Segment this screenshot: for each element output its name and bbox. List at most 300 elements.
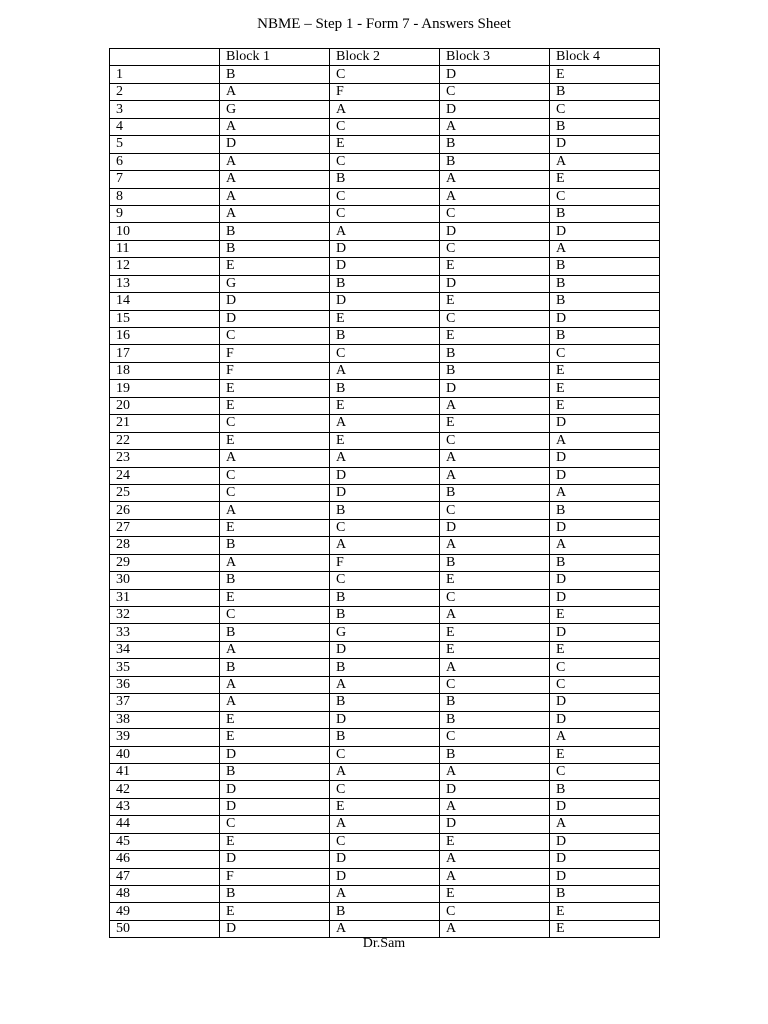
block-3-answer: C xyxy=(440,502,550,519)
question-number: 38 xyxy=(110,711,220,728)
question-number: 24 xyxy=(110,467,220,484)
block-1-answer: A xyxy=(220,694,330,711)
block-3-answer: D xyxy=(440,380,550,397)
block-4-answer: B xyxy=(550,275,660,292)
block-3-answer: B xyxy=(440,362,550,379)
block-1-answer: E xyxy=(220,432,330,449)
block-1-answer: G xyxy=(220,275,330,292)
block-2-answer: C xyxy=(330,205,440,222)
block-3-answer: A xyxy=(440,188,550,205)
block-3-answer: D xyxy=(440,816,550,833)
block-1-answer: A xyxy=(220,676,330,693)
table-row xyxy=(110,816,660,833)
table-row xyxy=(110,676,660,693)
block-2-answer: B xyxy=(330,607,440,624)
question-number: 18 xyxy=(110,362,220,379)
block-1-answer: F xyxy=(220,345,330,362)
block-1-answer: A xyxy=(220,171,330,188)
block-4-answer: A xyxy=(550,432,660,449)
block-1-answer: A xyxy=(220,153,330,170)
block-2-answer: A xyxy=(330,816,440,833)
question-number: 25 xyxy=(110,484,220,501)
block-1-answer: D xyxy=(220,293,330,310)
block-4-answer: C xyxy=(550,763,660,780)
block-2-answer: C xyxy=(330,153,440,170)
header-block-2: Block 2 xyxy=(330,49,440,66)
question-number: 34 xyxy=(110,641,220,658)
block-2-answer: D xyxy=(330,851,440,868)
block-3-answer: A xyxy=(440,920,550,937)
table-row xyxy=(110,223,660,240)
question-number: 10 xyxy=(110,223,220,240)
table-row xyxy=(110,415,660,432)
question-number: 43 xyxy=(110,798,220,815)
block-2-answer: A xyxy=(330,676,440,693)
block-2-answer: B xyxy=(330,694,440,711)
block-3-answer: A xyxy=(440,607,550,624)
table-row xyxy=(110,851,660,868)
table-row xyxy=(110,624,660,641)
block-4-answer: B xyxy=(550,118,660,135)
block-1-answer: F xyxy=(220,362,330,379)
block-2-answer: B xyxy=(330,903,440,920)
block-4-answer: E xyxy=(550,903,660,920)
question-number: 23 xyxy=(110,450,220,467)
block-2-answer: B xyxy=(330,171,440,188)
block-1-answer: A xyxy=(220,205,330,222)
block-4-answer: C xyxy=(550,101,660,118)
table-row xyxy=(110,781,660,798)
question-number: 3 xyxy=(110,101,220,118)
question-number: 33 xyxy=(110,624,220,641)
block-4-answer: B xyxy=(550,293,660,310)
block-1-answer: B xyxy=(220,886,330,903)
block-2-answer: A xyxy=(330,763,440,780)
block-3-answer: A xyxy=(440,763,550,780)
block-4-answer: D xyxy=(550,711,660,728)
block-2-answer: E xyxy=(330,432,440,449)
question-number: 47 xyxy=(110,868,220,885)
block-3-answer: E xyxy=(440,833,550,850)
block-2-answer: B xyxy=(330,502,440,519)
table-row xyxy=(110,432,660,449)
block-4-answer: A xyxy=(550,484,660,501)
table-row xyxy=(110,729,660,746)
block-3-answer: C xyxy=(440,83,550,100)
table-row xyxy=(110,328,660,345)
question-number: 15 xyxy=(110,310,220,327)
block-4-answer: D xyxy=(550,136,660,153)
table-row xyxy=(110,711,660,728)
block-1-answer: E xyxy=(220,729,330,746)
block-4-answer: B xyxy=(550,258,660,275)
block-2-answer: C xyxy=(330,188,440,205)
table-row xyxy=(110,310,660,327)
question-number: 35 xyxy=(110,659,220,676)
block-3-answer: A xyxy=(440,798,550,815)
question-number: 16 xyxy=(110,328,220,345)
block-3-answer: E xyxy=(440,293,550,310)
block-4-answer: E xyxy=(550,641,660,658)
block-3-answer: D xyxy=(440,275,550,292)
table-row xyxy=(110,798,660,815)
table-row xyxy=(110,275,660,292)
question-number: 20 xyxy=(110,397,220,414)
block-2-answer: D xyxy=(330,641,440,658)
block-2-answer: D xyxy=(330,484,440,501)
block-1-answer: B xyxy=(220,763,330,780)
block-1-answer: E xyxy=(220,711,330,728)
question-number: 45 xyxy=(110,833,220,850)
block-4-answer: A xyxy=(550,240,660,257)
block-3-answer: C xyxy=(440,589,550,606)
table-row xyxy=(110,572,660,589)
block-4-answer: D xyxy=(550,415,660,432)
block-2-answer: A xyxy=(330,450,440,467)
block-3-answer: C xyxy=(440,432,550,449)
block-3-answer: B xyxy=(440,153,550,170)
table-row xyxy=(110,519,660,536)
block-3-answer: D xyxy=(440,223,550,240)
block-1-answer: A xyxy=(220,554,330,571)
question-number: 28 xyxy=(110,537,220,554)
table-row xyxy=(110,903,660,920)
block-2-answer: F xyxy=(330,554,440,571)
block-3-answer: C xyxy=(440,310,550,327)
table-row xyxy=(110,66,660,83)
block-1-answer: E xyxy=(220,397,330,414)
block-3-answer: B xyxy=(440,484,550,501)
question-number: 39 xyxy=(110,729,220,746)
block-4-answer: D xyxy=(550,851,660,868)
question-number: 2 xyxy=(110,83,220,100)
block-2-answer: A xyxy=(330,415,440,432)
block-1-answer: D xyxy=(220,746,330,763)
table-row xyxy=(110,467,660,484)
header-question-number xyxy=(110,49,220,66)
block-3-answer: A xyxy=(440,659,550,676)
question-number: 6 xyxy=(110,153,220,170)
block-1-answer: E xyxy=(220,903,330,920)
block-3-answer: D xyxy=(440,66,550,83)
question-number: 41 xyxy=(110,763,220,780)
table-row xyxy=(110,258,660,275)
question-number: 42 xyxy=(110,781,220,798)
header-block-3: Block 3 xyxy=(440,49,550,66)
block-4-answer: D xyxy=(550,519,660,536)
question-number: 8 xyxy=(110,188,220,205)
block-3-answer: C xyxy=(440,676,550,693)
block-1-answer: A xyxy=(220,450,330,467)
question-number: 27 xyxy=(110,519,220,536)
table-row xyxy=(110,763,660,780)
question-number: 36 xyxy=(110,676,220,693)
question-number: 46 xyxy=(110,851,220,868)
block-1-answer: C xyxy=(220,816,330,833)
block-3-answer: A xyxy=(440,450,550,467)
block-3-answer: D xyxy=(440,101,550,118)
block-4-answer: C xyxy=(550,345,660,362)
block-3-answer: A xyxy=(440,118,550,135)
block-4-answer: C xyxy=(550,659,660,676)
block-1-answer: E xyxy=(220,589,330,606)
table-header-row xyxy=(110,49,660,66)
table-row xyxy=(110,136,660,153)
question-number: 29 xyxy=(110,554,220,571)
block-3-answer: A xyxy=(440,537,550,554)
block-3-answer: A xyxy=(440,868,550,885)
block-1-answer: C xyxy=(220,328,330,345)
block-4-answer: C xyxy=(550,676,660,693)
block-1-answer: A xyxy=(220,502,330,519)
table-row xyxy=(110,833,660,850)
table-row xyxy=(110,101,660,118)
block-4-answer: B xyxy=(550,502,660,519)
block-4-answer: E xyxy=(550,66,660,83)
question-number: 30 xyxy=(110,572,220,589)
block-1-answer: A xyxy=(220,188,330,205)
question-number: 44 xyxy=(110,816,220,833)
table-row xyxy=(110,484,660,501)
block-2-answer: B xyxy=(330,589,440,606)
question-number: 7 xyxy=(110,171,220,188)
block-3-answer: B xyxy=(440,711,550,728)
table-row xyxy=(110,205,660,222)
table-row xyxy=(110,118,660,135)
block-1-answer: G xyxy=(220,101,330,118)
block-4-answer: B xyxy=(550,205,660,222)
block-3-answer: C xyxy=(440,205,550,222)
block-4-answer: B xyxy=(550,83,660,100)
block-3-answer: B xyxy=(440,694,550,711)
table-row xyxy=(110,659,660,676)
block-3-answer: D xyxy=(440,519,550,536)
block-1-answer: A xyxy=(220,118,330,135)
table-row xyxy=(110,83,660,100)
block-4-answer: D xyxy=(550,572,660,589)
block-2-answer: A xyxy=(330,920,440,937)
question-number: 11 xyxy=(110,240,220,257)
block-3-answer: B xyxy=(440,746,550,763)
block-1-answer: F xyxy=(220,868,330,885)
block-2-answer: A xyxy=(330,886,440,903)
block-3-answer: E xyxy=(440,415,550,432)
question-number: 40 xyxy=(110,746,220,763)
block-1-answer: D xyxy=(220,798,330,815)
table-row xyxy=(110,188,660,205)
block-4-answer: E xyxy=(550,746,660,763)
block-4-answer: D xyxy=(550,868,660,885)
block-1-answer: C xyxy=(220,607,330,624)
block-2-answer: C xyxy=(330,746,440,763)
block-2-answer: C xyxy=(330,519,440,536)
block-2-answer: B xyxy=(330,275,440,292)
document-title: NBME – Step 1 - Form 7 - Answers Sheet xyxy=(257,16,511,32)
question-number: 21 xyxy=(110,415,220,432)
block-4-answer: D xyxy=(550,624,660,641)
block-1-answer: D xyxy=(220,851,330,868)
block-2-answer: B xyxy=(330,328,440,345)
block-2-answer: D xyxy=(330,240,440,257)
block-2-answer: D xyxy=(330,293,440,310)
question-number: 14 xyxy=(110,293,220,310)
block-4-answer: A xyxy=(550,153,660,170)
block-2-answer: D xyxy=(330,711,440,728)
table-row xyxy=(110,641,660,658)
block-3-answer: C xyxy=(440,903,550,920)
table-row xyxy=(110,240,660,257)
table-row xyxy=(110,397,660,414)
block-4-answer: B xyxy=(550,781,660,798)
block-2-answer: C xyxy=(330,781,440,798)
block-2-answer: B xyxy=(330,659,440,676)
block-1-answer: B xyxy=(220,537,330,554)
block-2-answer: D xyxy=(330,467,440,484)
block-3-answer: E xyxy=(440,328,550,345)
block-1-answer: C xyxy=(220,415,330,432)
block-2-answer: G xyxy=(330,624,440,641)
block-1-answer: D xyxy=(220,920,330,937)
question-number: 17 xyxy=(110,345,220,362)
block-1-answer: B xyxy=(220,66,330,83)
block-3-answer: A xyxy=(440,467,550,484)
block-2-answer: C xyxy=(330,118,440,135)
block-4-answer: C xyxy=(550,188,660,205)
block-4-answer: E xyxy=(550,380,660,397)
question-number: 1 xyxy=(110,66,220,83)
block-4-answer: E xyxy=(550,171,660,188)
block-2-answer: D xyxy=(330,258,440,275)
block-2-answer: A xyxy=(330,101,440,118)
block-1-answer: B xyxy=(220,223,330,240)
block-2-answer: C xyxy=(330,833,440,850)
question-number: 4 xyxy=(110,118,220,135)
block-1-answer: B xyxy=(220,624,330,641)
table-row xyxy=(110,171,660,188)
block-4-answer: D xyxy=(550,467,660,484)
block-4-answer: B xyxy=(550,554,660,571)
block-3-answer: A xyxy=(440,397,550,414)
table-row xyxy=(110,746,660,763)
answers-table xyxy=(109,48,660,938)
block-3-answer: B xyxy=(440,136,550,153)
block-3-answer: C xyxy=(440,240,550,257)
block-1-answer: B xyxy=(220,240,330,257)
question-number: 32 xyxy=(110,607,220,624)
table-row xyxy=(110,868,660,885)
block-4-answer: D xyxy=(550,450,660,467)
block-1-answer: E xyxy=(220,258,330,275)
block-4-answer: E xyxy=(550,607,660,624)
block-2-answer: C xyxy=(330,66,440,83)
block-2-answer: F xyxy=(330,83,440,100)
block-1-answer: D xyxy=(220,310,330,327)
table-row xyxy=(110,554,660,571)
block-4-answer: A xyxy=(550,816,660,833)
block-1-answer: D xyxy=(220,781,330,798)
block-2-answer: A xyxy=(330,537,440,554)
block-1-answer: B xyxy=(220,659,330,676)
block-2-answer: C xyxy=(330,345,440,362)
block-4-answer: D xyxy=(550,310,660,327)
block-3-answer: B xyxy=(440,345,550,362)
table-row xyxy=(110,589,660,606)
block-4-answer: D xyxy=(550,694,660,711)
block-3-answer: E xyxy=(440,624,550,641)
table-row xyxy=(110,537,660,554)
block-1-answer: A xyxy=(220,641,330,658)
table-row xyxy=(110,362,660,379)
table-row xyxy=(110,293,660,310)
table-row xyxy=(110,450,660,467)
block-1-answer: C xyxy=(220,467,330,484)
block-4-answer: A xyxy=(550,729,660,746)
block-3-answer: D xyxy=(440,781,550,798)
block-1-answer: B xyxy=(220,572,330,589)
block-3-answer: A xyxy=(440,851,550,868)
question-number: 5 xyxy=(110,136,220,153)
block-2-answer: B xyxy=(330,729,440,746)
block-3-answer: C xyxy=(440,729,550,746)
block-4-answer: E xyxy=(550,920,660,937)
question-number: 19 xyxy=(110,380,220,397)
table-row xyxy=(110,694,660,711)
block-4-answer: D xyxy=(550,223,660,240)
block-2-answer: D xyxy=(330,868,440,885)
block-1-answer: C xyxy=(220,484,330,501)
header-block-1: Block 1 xyxy=(220,49,330,66)
block-3-answer: E xyxy=(440,886,550,903)
question-number: 48 xyxy=(110,886,220,903)
block-4-answer: D xyxy=(550,798,660,815)
block-1-answer: E xyxy=(220,380,330,397)
answers-body xyxy=(110,66,660,938)
block-4-answer: E xyxy=(550,362,660,379)
block-4-answer: D xyxy=(550,589,660,606)
block-2-answer: E xyxy=(330,798,440,815)
question-number: 9 xyxy=(110,205,220,222)
block-1-answer: D xyxy=(220,136,330,153)
block-2-answer: E xyxy=(330,397,440,414)
block-2-answer: E xyxy=(330,310,440,327)
block-1-answer: A xyxy=(220,83,330,100)
block-4-answer: D xyxy=(550,833,660,850)
header-block-4: Block 4 xyxy=(550,49,660,66)
block-3-answer: E xyxy=(440,641,550,658)
block-2-answer: E xyxy=(330,136,440,153)
block-2-answer: A xyxy=(330,223,440,240)
table-row xyxy=(110,502,660,519)
block-3-answer: A xyxy=(440,171,550,188)
block-3-answer: B xyxy=(440,554,550,571)
block-4-answer: B xyxy=(550,886,660,903)
question-number: 12 xyxy=(110,258,220,275)
table-row xyxy=(110,153,660,170)
block-3-answer: E xyxy=(440,258,550,275)
table-row xyxy=(110,380,660,397)
table-row xyxy=(110,886,660,903)
question-number: 37 xyxy=(110,694,220,711)
block-2-answer: C xyxy=(330,572,440,589)
question-number: 26 xyxy=(110,502,220,519)
table-row xyxy=(110,607,660,624)
question-number: 31 xyxy=(110,589,220,606)
block-1-answer: E xyxy=(220,519,330,536)
block-2-answer: B xyxy=(330,380,440,397)
table-row xyxy=(110,345,660,362)
block-1-answer: E xyxy=(220,833,330,850)
question-number: 50 xyxy=(110,920,220,937)
